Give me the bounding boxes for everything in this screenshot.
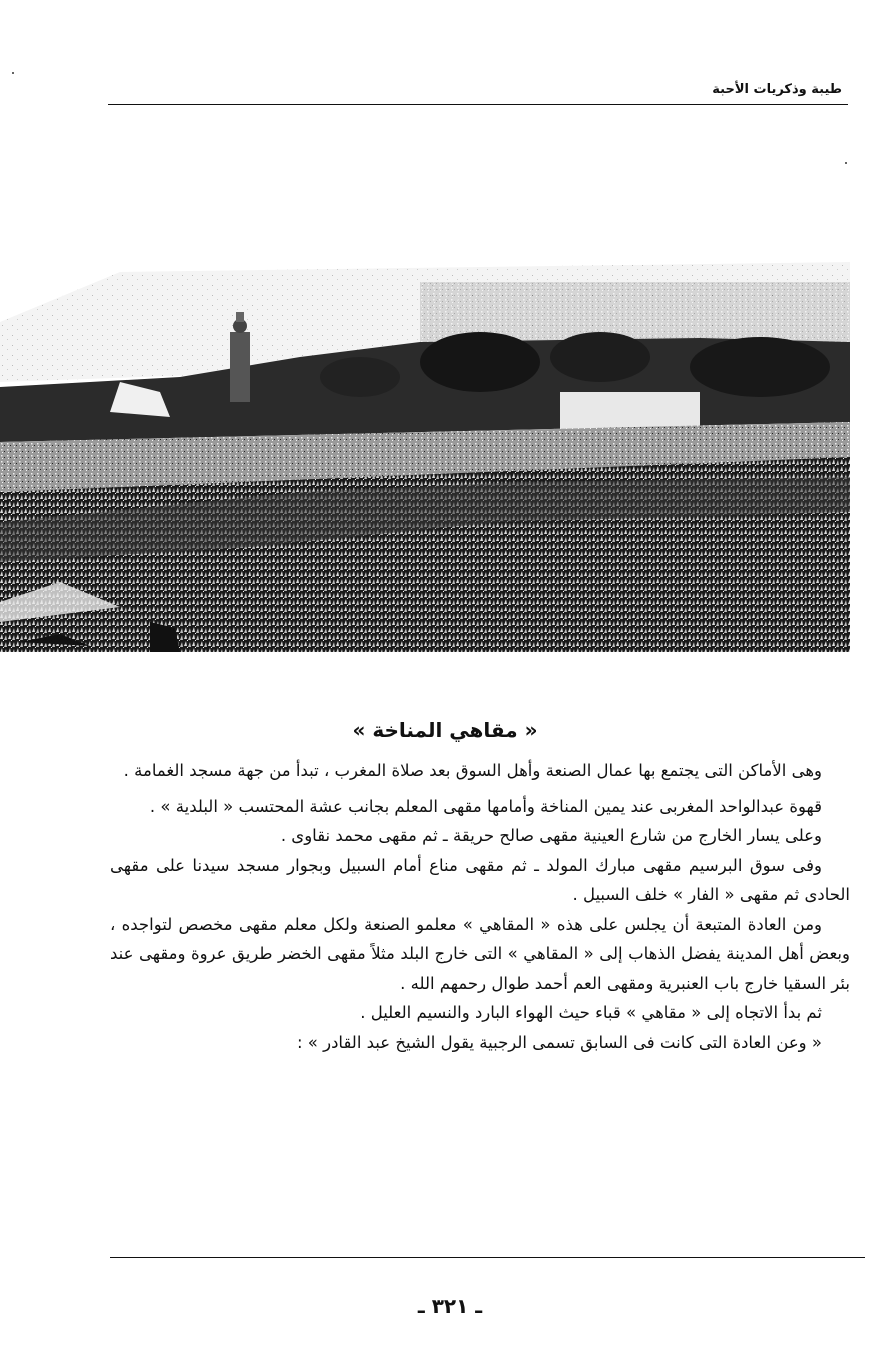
scan-speck bbox=[845, 162, 847, 164]
paragraph-7: « وعن العادة التى كانت فى السابق تسمى الرجبية يقول الشيخ عبد القادر » : bbox=[296, 1032, 822, 1052]
paragraph-6: ثم بدأ الاتجاه إلى « مقاهي » قباء حيث الهواء البارد والنسيم العليل . bbox=[360, 1003, 822, 1022]
landscape-photo-icon bbox=[0, 262, 850, 652]
paragraph-4: وفى سوق البرسيم مقهى مبارك المولد ـ ثم مقهى مناع أمام السبيل وبجوار مسجد سيدنا على مقهى الحادى ثم مقهى « الفار » خلف السبيل . bbox=[110, 855, 850, 904]
paragraph-1: وهى الأماكن التى يجتمع بها عمال الصنعة وأهل السوق بعد صلاة المغرب ، تبدأ من جهة مسجد الغمامة . bbox=[123, 761, 822, 780]
section-title: « مقاهي المناخة » bbox=[352, 718, 538, 742]
paragraph-5: ومن العادة المتبعة أن يجلس على هذه « المقاهي » معلمو الصنعة ولكل معلم مقهى مخصص لتواجده ، وبعض أهل المدينة يفضل الذهاب إلى « المقاهي » التى خارج البلد مثلاً مقهى الخضر طريق عروة ومقهى عند بئر السقيا خارج باب العنبرية ومقهى العم أحمد طوال رحمهم الله . bbox=[110, 914, 850, 993]
page-number: ـ ٣٢١ ـ bbox=[417, 1294, 483, 1318]
running-header-title: طيبة وذكريات الأحبة bbox=[712, 82, 842, 97]
scan-speck bbox=[12, 72, 14, 74]
footer-divider bbox=[110, 1257, 865, 1258]
paragraph-2: قهوة عبدالواحد المغربى عند يمين المناخة وأمامها مقهى المعلم بجانب عشة المحتسب « البلدية » . bbox=[149, 796, 822, 816]
paragraph-3: وعلى يسار الخارج من شارع العينية مقهى صالح حريقة ـ ثم مقهى محمد نقاوى . bbox=[280, 826, 822, 845]
header-divider bbox=[108, 104, 848, 105]
landscape-photo bbox=[0, 262, 850, 652]
body-text bbox=[110, 756, 850, 1057]
